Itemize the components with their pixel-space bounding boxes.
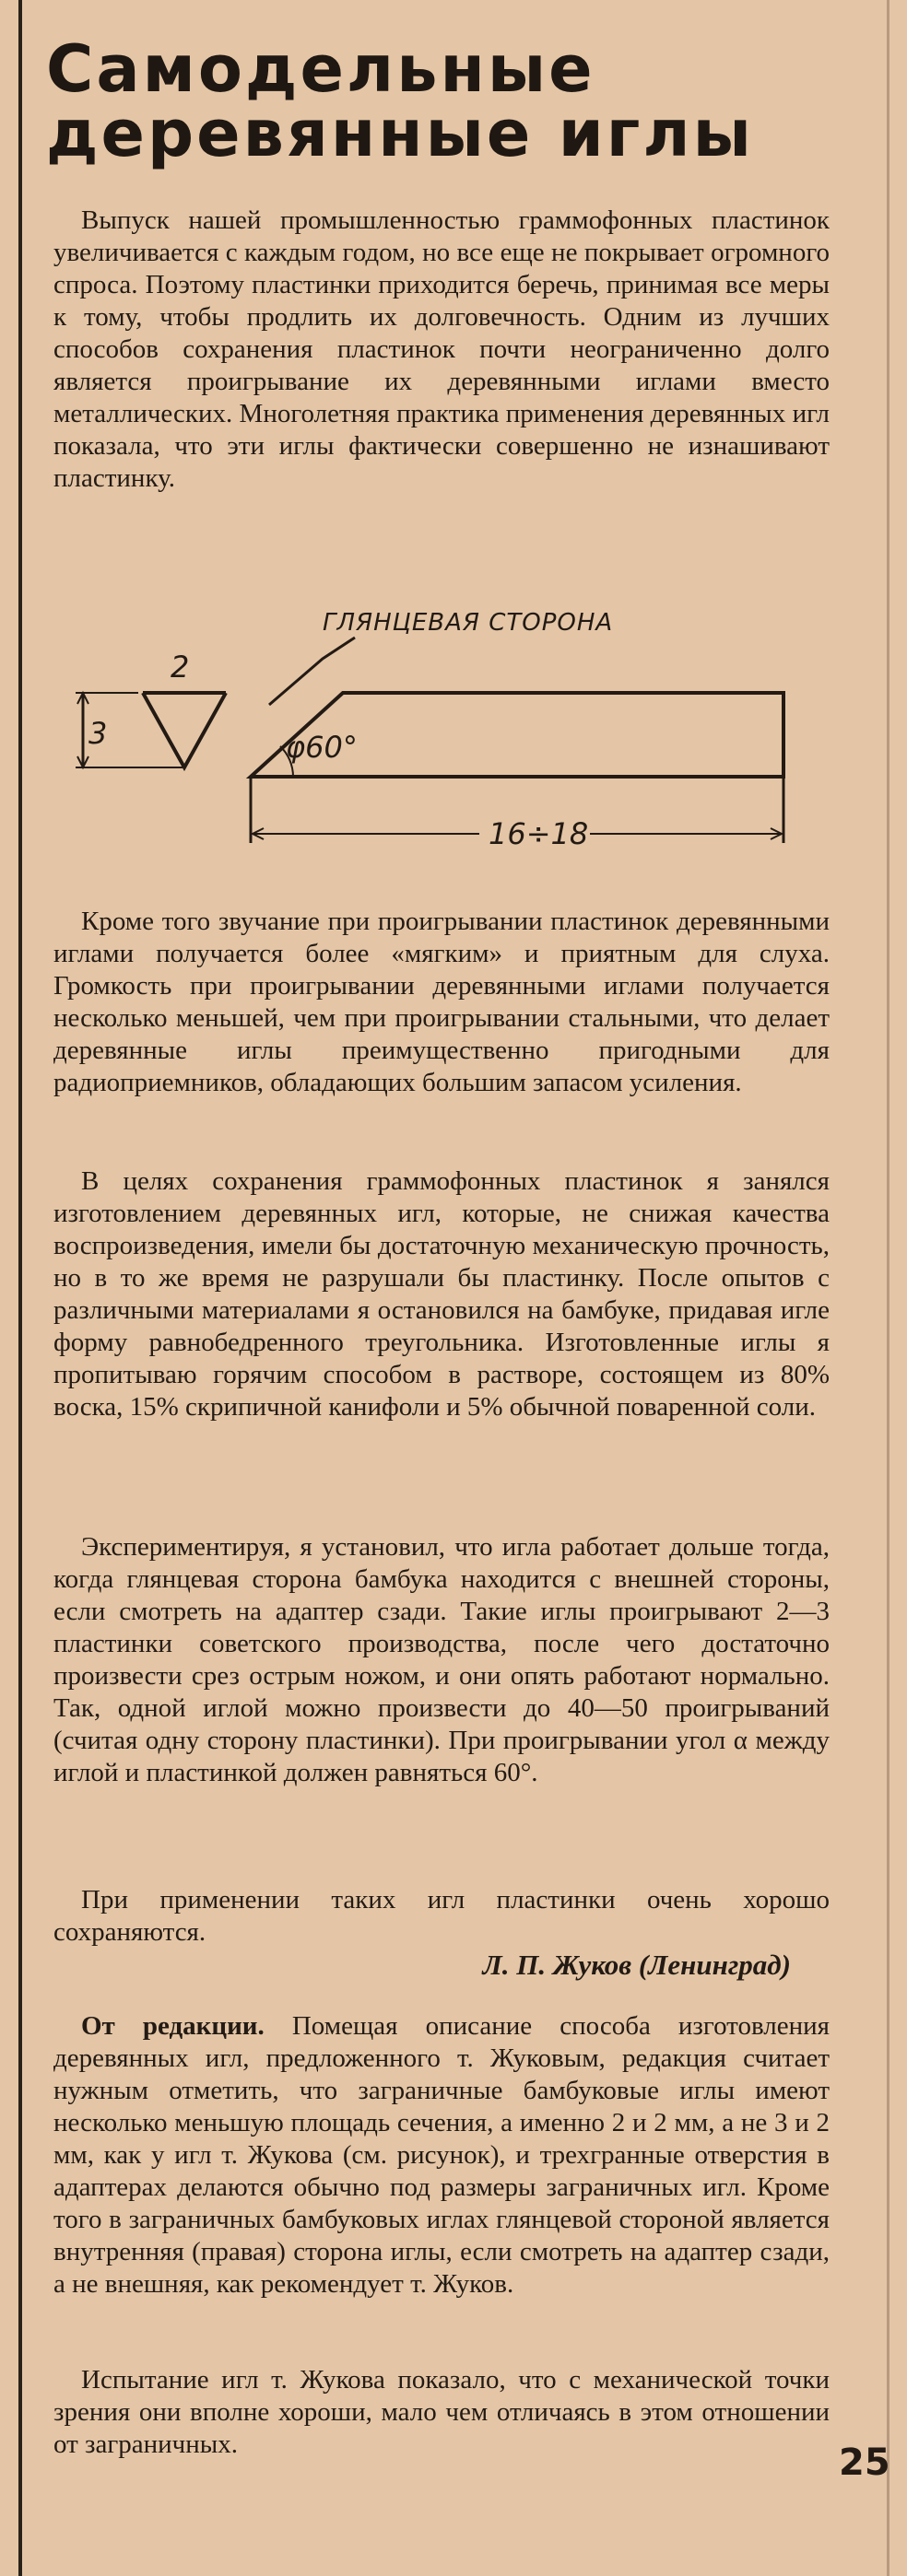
- title-line-2: деревянные иглы: [46, 96, 754, 171]
- angle-label: φ60°: [286, 730, 358, 765]
- editorial-final-paragraph: Испытание игл т. Жукова показало, что с механической точки зрения они вполне хороши, мало чем отличаясь в этом отношении от заграничных.: [53, 2365, 830, 2459]
- length-dimension-label: 16÷18: [489, 816, 589, 851]
- intro-paragraph: Выпуск нашей промышленностью граммофонных пластинок увеличивается с каждым годом, но все еще не покрывает огромного спроса. Поэтому пластинки приходится беречь, принимая все меры к тому, чтобы продлить их долговечность. Одним из лучших способов сохранения пластинок почти неограниченно долго является проигрывание их деревянными иглами вместо металлических. Многолетняя практика применения деревянных игл показала, что эти иглы фактически совершенно не изнашивают пластинку.: [53, 205, 830, 493]
- left-column-rule: [18, 0, 22, 2576]
- editorial-note: [53, 2010, 830, 2301]
- method-paragraph: В целях сохранения граммофонных пластинок я занялся изготовлением деревянных игл, которые, не снижая качества воспроизведения, имели бы достаточную механическую прочность, но в то же время не разрушали бы пластинку. После опытов с различными материалами я остановился на бамбуке, придавая игле форму равнобедренного треугольника. Изготовленные иглы я пропитываю горячим способом в растворе, состоящем из 80% воска, 15% скрипичной канифоли и 5% обычной поваренной соли.: [53, 1166, 830, 1422]
- editorial-text: Помещая описание способа изготовления деревянных игл, предложенного т. Жуковым, редакция считает нужным отметить, что заграничные бамбуковые иглы имеют несколько меньшую площадь сечения, а именно 2 и 2 мм, а не 3 и 2 мм, как у игл т. Жукова (см. рисунок), и трехгранные отверстия в адаптерах делаются обычно под размеры заграничных игл. Кроме того в заграничных бамбуковых иглах глянцевой стороной является внутренняя (правая) сторона иглы, если смотреть на адаптер сзади, а не внешняя, как рекомендует т. Жуков.: [53, 2011, 830, 2299]
- article-title: [46, 31, 876, 171]
- width-dimension-label: 2: [171, 650, 190, 685]
- page-number: 25: [839, 2441, 890, 2484]
- editorial-label: От редакции.: [81, 2011, 265, 2041]
- author-signature: Л. П. Жуков (Ленинград): [482, 1949, 791, 1981]
- conclusion-paragraph: При применении таких игл пластинки очень хорошо сохраняются.: [53, 1885, 830, 1947]
- experiment-paragraph: Экспериментируя, я установил, что игла работает дольше тогда, когда глянцевая сторона бамбука находится с внешней стороны, если смотреть на адаптер сзади. Такие иглы проигрывают 2—3 пластинки советского производства, после чего достаточно произвести срез острым ножом, и они опять работают нормально. Так, одной иглой можно произвести до 40—50 проигрываний (считая одну сторону пластинки). При проигрывании угол α между иглой и пластинкой должен равняться 60°.: [53, 1532, 830, 1787]
- triangle-sides: [143, 693, 226, 767]
- needle-diagram: [55, 599, 866, 875]
- right-page-edge: [887, 0, 889, 2576]
- height-dimension-label: 3: [88, 716, 108, 751]
- sound-paragraph: Кроме того звучание при проигрывании пластинок деревянными иглами получается более «мягким» и приятным для слуха. Громкость при проигрывании деревянными иглами получается несколько меньшей, чем при проигрывании стальными, что делает деревянные иглы преимущественно пригодными для радиоприемников, обладающих большим запасом усиления.: [53, 907, 830, 1097]
- glossy-side-label: ГЛЯНЦЕВАЯ СТОРОНА: [323, 609, 614, 637]
- title-line-1: Самодельные: [46, 31, 595, 107]
